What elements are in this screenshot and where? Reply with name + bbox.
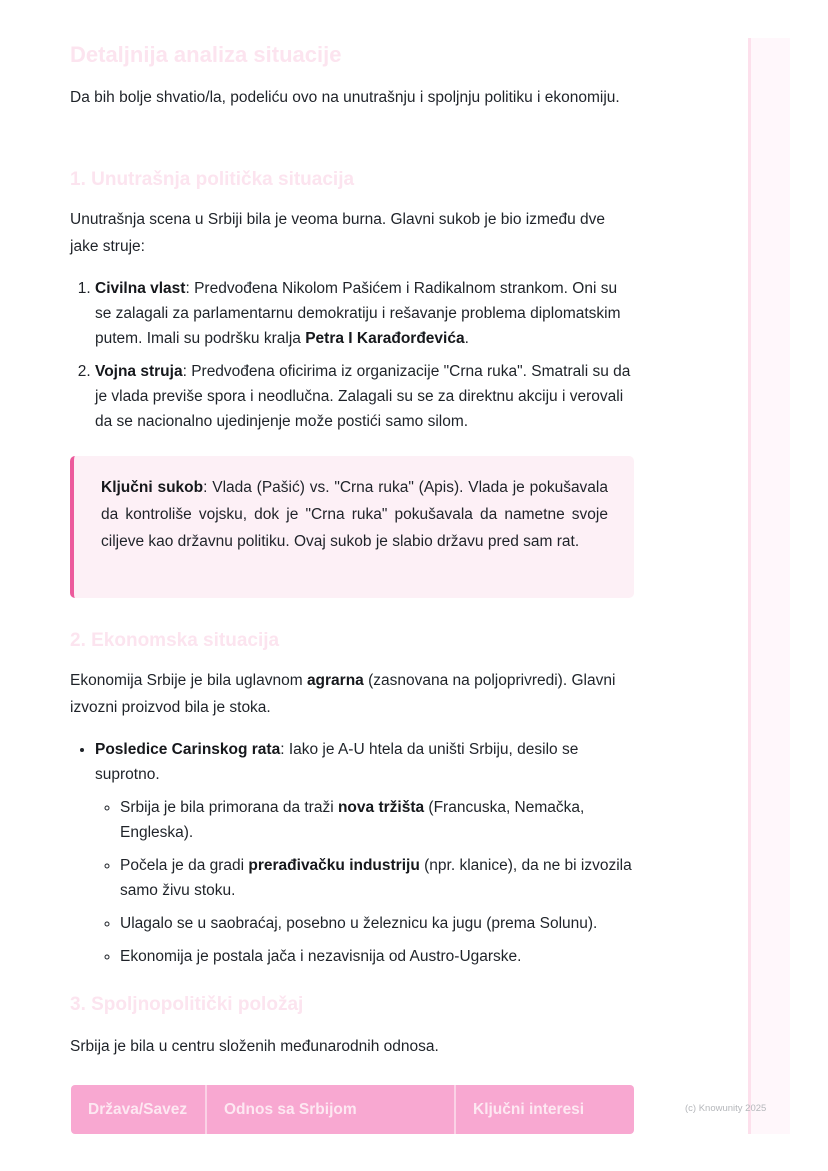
section1-paragraph: Unutrašnja scena u Srbiji bila je veoma burna. Glavni sukob je bio između dve jake struje: [70, 211, 606, 255]
intro-paragraph: Da bih bolje shvatio/la, podeliću ovo na unutrašnju i spoljnju politiku i ekonomiju. [70, 89, 620, 106]
text: Počela je da gradi [120, 857, 249, 874]
list-item [95, 359, 634, 434]
page-edge-strip [748, 38, 790, 1134]
sub-list-item [120, 911, 634, 936]
text: Ulagalo se u saobraćaj, posebno u železnicu ka jugu (prema Solunu). [120, 915, 598, 932]
text: (zasnovana na poljoprivredi). Glavni izvozni proizvod bila je stoka. [70, 672, 616, 716]
text: (Francuska, Nemačka, Engleska). [120, 799, 585, 841]
column-header-state: Država/Savez [71, 1085, 207, 1134]
economy-list [70, 737, 634, 969]
callout-term: Ključni sukob [101, 479, 204, 496]
sub-list-item [120, 853, 634, 903]
term-vojna-struja: Vojna struja [95, 363, 183, 380]
term-petar: Petra I Karađorđevića [305, 330, 465, 347]
callout-text [101, 474, 608, 555]
page-title: Detaljnija analiza situacije [70, 42, 342, 67]
column-header-relation: Odnos sa Srbijom [207, 1085, 456, 1134]
term-civilna-vlast: Civilna vlast [95, 280, 186, 297]
term-agrarna: agrarna [306, 672, 364, 689]
section-heading-economy: 2. Ekonomska situacija [70, 630, 280, 651]
sub-list-item [120, 795, 634, 845]
relations-table-header [71, 1085, 634, 1134]
callout-body: : Vlada (Pašić) vs. "Crna ruka" (Apis). Vlada je pokušavala da kontroliše vojsku, dok je "Crna ruka" pokušavala da nametne svoje ciljeve kao državnu politiku. Ovaj sukob je slabio državu pred sam rat. [101, 479, 608, 550]
key-conflict-callout [70, 456, 634, 598]
section-heading-foreign-policy: 3. Spoljnopolitički položaj [70, 994, 304, 1015]
text: (npr. klanice), da ne bi izvozila samo živu stoku. [120, 857, 632, 899]
sub-list [95, 795, 634, 969]
item-text: : Predvođena oficirima iz organizacije "Crna ruka". Smatrali su da je vlada previše spora i neodlučna. Zalagali su se za direktnu akciju i verovali da se nacionalno ujedinjenje može postići samo silom. [95, 363, 631, 430]
section-heading-internal-politics: 1. Unutrašnja politička situacija [70, 169, 355, 190]
column-header-interests: Ključni interesi [456, 1085, 634, 1134]
term: prerađivačku industriju [248, 857, 420, 874]
list-item [95, 737, 634, 969]
factions-list [70, 276, 634, 442]
section2-paragraph [70, 667, 634, 721]
text: Srbija je bila primorana da traži [120, 799, 338, 816]
list-item [95, 276, 634, 351]
item-text: : Iako je A-U htela da uništi Srbiju, desilo se suprotno. [95, 741, 579, 783]
item-text: : Predvođena Nikolom Pašićem i Radikalnom strankom. Oni su se zalagali za parlamentarnu demokratiju i rešavanje problema diplomatskim putem. Imali su podršku kralja [95, 280, 621, 347]
term-carinski-rat: Posledice Carinskog rata [95, 741, 281, 758]
term: nova tržišta [337, 799, 425, 816]
sub-list-item [120, 944, 634, 969]
section3-paragraph: Srbija je bila u centru složenih međunarodnih odnosa. [70, 1038, 439, 1055]
item-end: . [464, 330, 469, 347]
text: Ekonomija je postala jača i nezavisnija od Austro-Ugarske. [120, 948, 522, 965]
copyright-footer: (c) Knowunity 2025 [685, 1103, 767, 1114]
text: Ekonomija Srbije je bila uglavnom [70, 672, 307, 689]
